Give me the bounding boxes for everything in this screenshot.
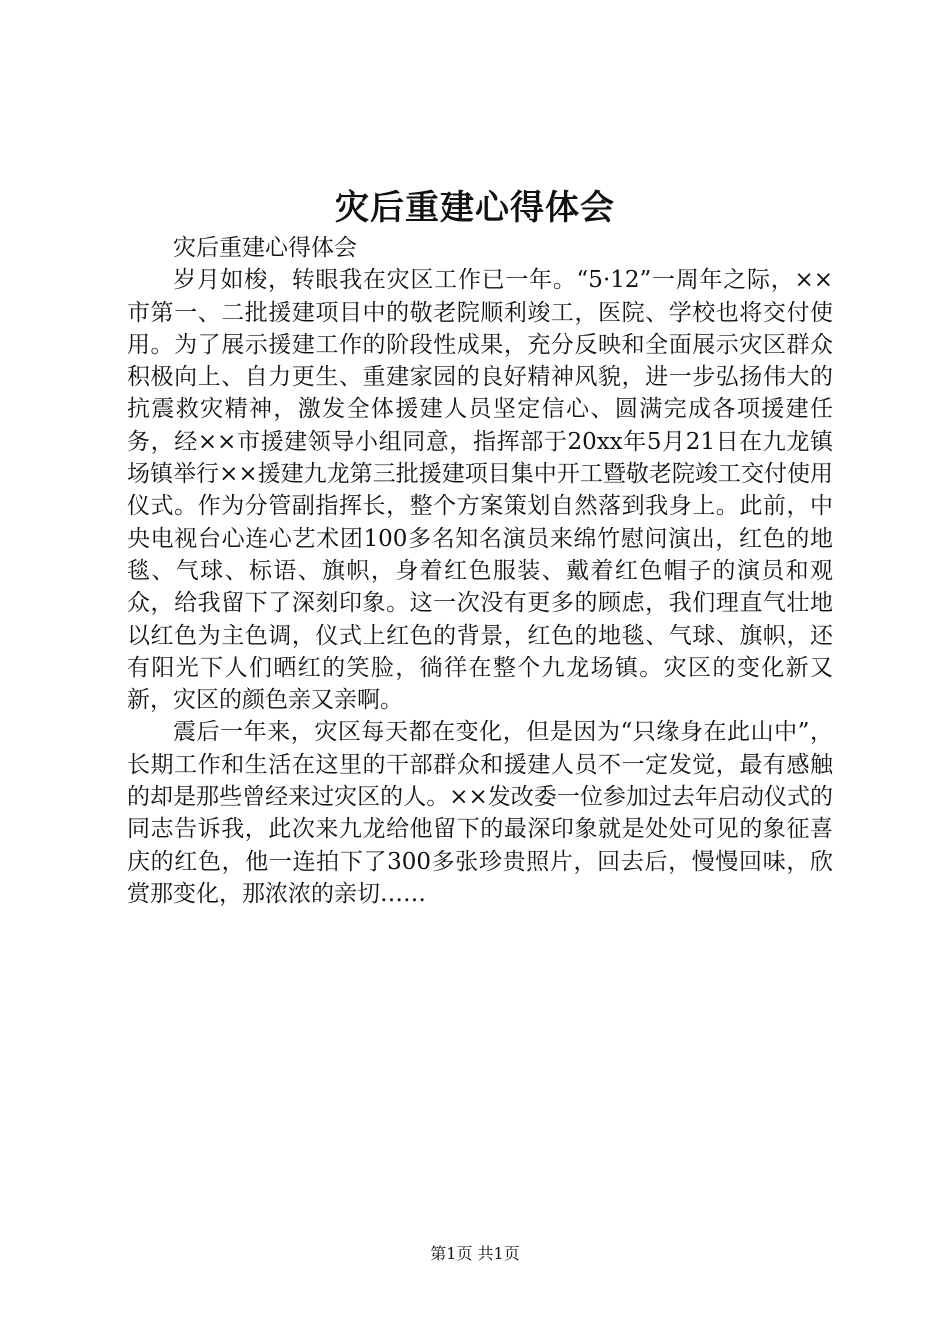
paragraph-2: 震后一年来，灾区每天都在变化，但是因为“只缘身在此山中”，长期工作和生活在这里的干部群众和援建人员不一定发觉，最有感触的却是那些曾经来过灾区的人。××发改委一位参加过去年启动仪式的同志告诉我，此次来九龙给他留下的最深印象就是处处可见的象征喜庆的红色，他一连拍下了300多张珍贵照片，回去后，慢慢回味，欣赏那变化，那浓浓的亲切…… [127, 719, 833, 907]
document-body [127, 232, 833, 910]
document-title: 灾后重建心得体会 [335, 188, 615, 228]
subtitle-line: 灾后重建心得体会 [173, 235, 357, 261]
paragraph-1: 岁月如梭，转眼我在灾区工作已一年。“5·12”一周年之际，××市第一、二批援建项目中的敬老院顺利竣工，医院、学校也将交付使用。为了展示援建工作的阶段性成果，充分反映和全面展示灾区群众积极向上、自力更生、重建家园的良好精神风貌，进一步弘扬伟大的抗震救灾精神，激发全体援建人员坚定信心、圆满完成各项援建任务，经××市援建领导小组同意，指挥部于20xx年5月21日在九龙镇场镇举行××援建九龙第三批援建项目集中开工暨敬老院竣工交付使用仪式。作为分管副指挥长，整个方案策划自然落到我身上。此前，中央电视台心连心艺术团100多名知名演员来绵竹慰问演出，红色的地毯、气球、标语、旗帜，身着红色服装、戴着红色帽子的演员和观众，给我留下了深刻印象。这一次没有更多的顾虑，我们理直气壮地以红色为主色调，仪式上红色的背景，红色的地毯、气球、旗帜，还有阳光下人们晒红的笑脸，徜徉在整个九龙场镇。灾区的变化新又新，灾区的颜色亲又亲啊。 [127, 267, 833, 714]
page-footer: 第1页 共1页 [430, 1244, 520, 1263]
